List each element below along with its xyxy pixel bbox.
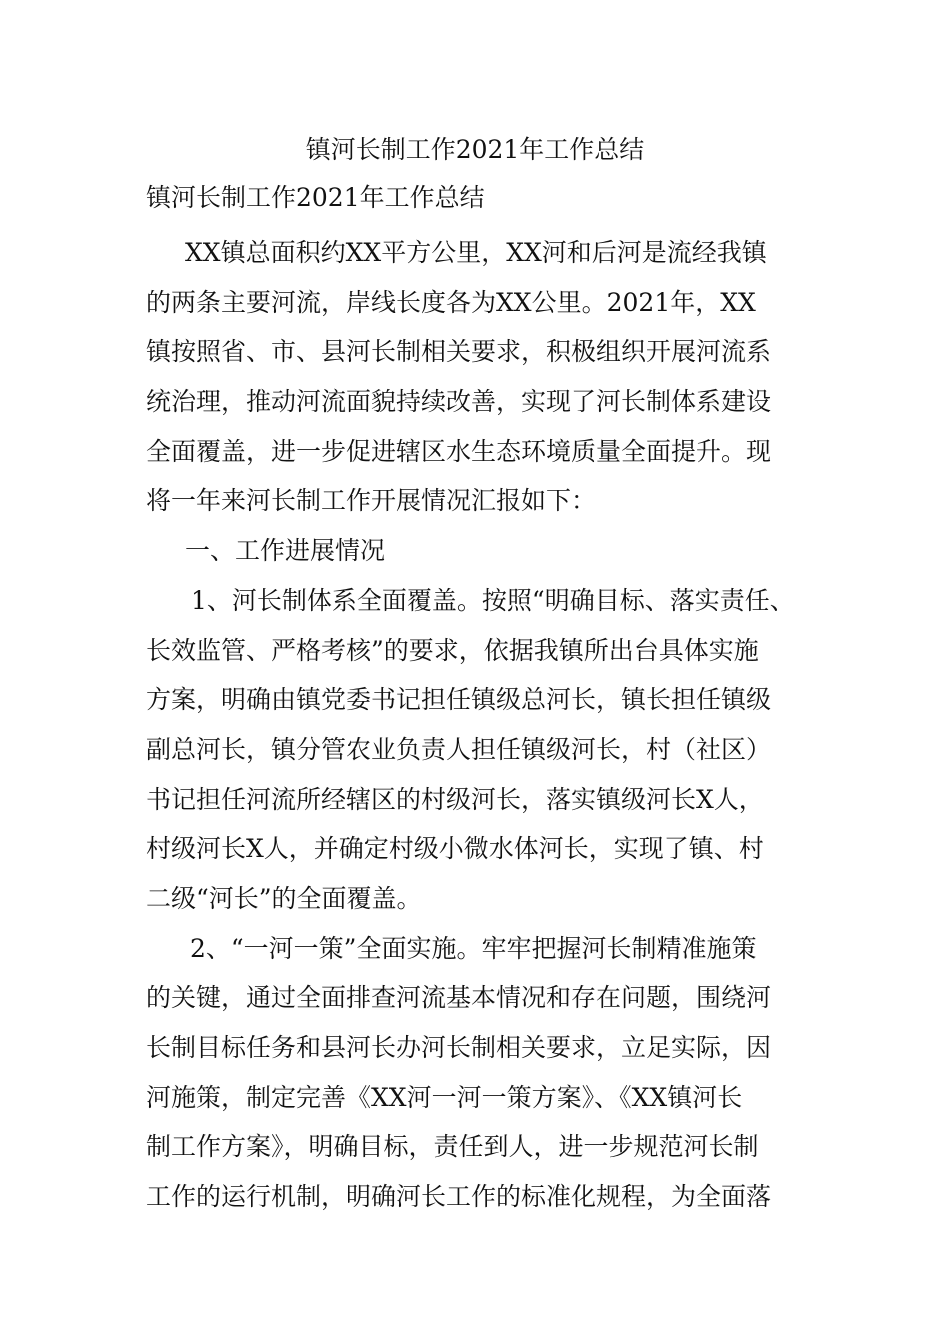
paragraph-line: 镇按照省、市、县河长制相关要求，积极组织开展河流系: [146, 337, 772, 367]
section-heading-text: 一、工作进展情况: [185, 536, 386, 566]
paragraph-line: 方案，明确由镇党委书记担任镇级总河长，镇长担任镇级: [146, 685, 772, 715]
paragraph-line: 副总河长，镇分管农业负责人担任镇级河长，村（社区）: [146, 734, 772, 764]
paragraph-line: 河施策，制定完善《XX河一河一策方案》、《XX镇河长: [146, 1082, 743, 1112]
intro-paragraph: [146, 228, 810, 526]
paragraph-line: 的关键，通过全面排查河流基本情况和存在问题，围绕河: [146, 983, 772, 1013]
paragraph-line: 长效监管、严格考核”的要求，依据我镇所出台具体实施: [146, 635, 759, 665]
paragraph-line: 长制目标任务和县河长办河长制相关要求，立足实际，因: [146, 1033, 772, 1062]
paragraph-line: 工作的运行机制，明确河长工作的标准化规程，为全面落: [146, 1182, 772, 1212]
paragraph-line: 制工作方案》，明确目标，责任到人，进一步规范河长制: [146, 1132, 759, 1162]
document-title: 镇河长制工作2021年工作总结: [305, 135, 645, 164]
paragraph-line: 书记担任河流所经辖区的村级河长，落实镇级河长X人，: [146, 784, 764, 814]
document-body: [146, 228, 810, 1222]
paragraph-line: XX镇总面积约XX平方公里，XX河和后河是流经我镇: [185, 238, 767, 267]
section-heading: [146, 526, 810, 576]
paragraph-line: 的两条主要河流，岸线长度各为XX公里。2021年，XX: [146, 287, 756, 317]
item-1-paragraph: [146, 576, 810, 924]
paragraph-line: 二级“河长”的全面覆盖。: [146, 883, 422, 913]
item-2-paragraph: [146, 924, 810, 1222]
paragraph-line: 村级河长X人，并确定村级小微水体河长，实现了镇、村: [146, 834, 764, 864]
paragraph-line: 2、“一河一策”全面实施。牢牢把握河长制精准施策: [190, 933, 757, 963]
paragraph-line: 将一年来河长制工作开展情况汇报如下：: [146, 486, 597, 516]
paragraph-line: 全面覆盖，进一步促进辖区水生态环境质量全面提升。现: [146, 436, 772, 466]
paragraph-line: 统治理，推动河流面貌持续改善，实现了河长制体系建设: [146, 387, 772, 417]
document-subtitle: 镇河长制工作2021年工作总结: [146, 183, 485, 212]
paragraph-line: 1、河长制体系全面覆盖。按照“明确目标、落实责任、: [191, 585, 795, 615]
